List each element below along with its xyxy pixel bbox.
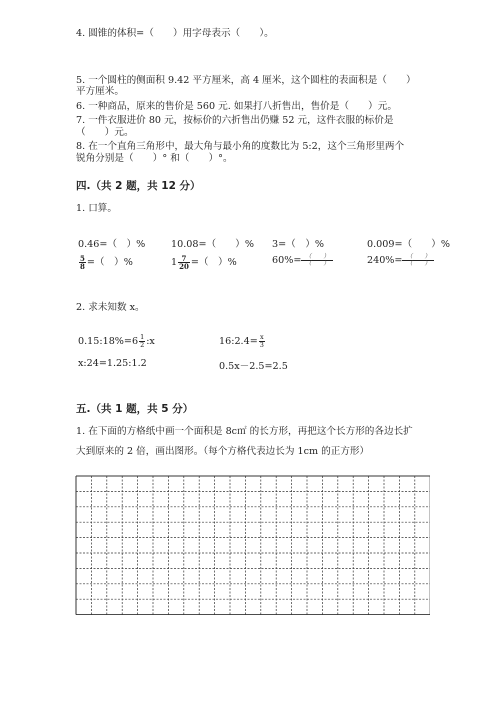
calc-1: 0.46=（ ）% [78, 239, 146, 250]
question-7-line2: （ ）元。 [76, 127, 134, 138]
question-8-line2: 锐角分别是（ ）° 和（ ）°。 [76, 153, 233, 164]
fraction-numerator: 1 [140, 333, 145, 341]
fraction-denominator: 8 [80, 262, 85, 271]
question-6: 6. 一种商品，原来的售价是 560 元. 如果打八折售出，售价是（ ）元。 [76, 101, 397, 112]
fraction [178, 255, 190, 270]
section-5-title: 五.（共 1 题，共 5 分） [76, 403, 194, 415]
question-8-line1: 8. 在一个直角三角形中，最大角与最小角的度数比为 5:2，这个三角形里两个 [76, 141, 405, 152]
fraction-denominator: 20 [179, 262, 189, 271]
calc-8-left: 240%= [367, 255, 403, 266]
equation-1-right: :x [146, 336, 155, 347]
calc-7 [272, 254, 333, 267]
section-4-title: 四.（共 2 题，共 12 分） [76, 180, 201, 192]
section-5-q1-line2: 大到原来的 2 倍，画出图形。（每个方格代表边长为 1cm 的正方形） [76, 446, 370, 457]
section-4-part1-label: 1. 口算。 [76, 203, 117, 214]
blank-fraction [402, 254, 434, 267]
equation-3: x:24=1.25:1.2 [78, 358, 147, 369]
question-5-line1: 5. 一个圆柱的侧面积 9.42 平方厘米，高 4 厘米，这个圆柱的表面积是（ ） [76, 75, 416, 86]
fraction-numerator: 5 [80, 254, 85, 263]
mixed-whole: 1 [171, 257, 178, 268]
fraction [79, 255, 86, 270]
blank-denominator: （ ） [305, 260, 330, 267]
fraction [259, 334, 265, 349]
grid-paper [75, 475, 430, 615]
fraction-numerator: 7 [178, 255, 190, 263]
calc-5-rest: =（ ）% [86, 257, 133, 268]
equation-1 [78, 334, 155, 349]
equation-1-left: 0.15:18%=6 [78, 336, 139, 347]
calc-4: 0.009=（ ）% [367, 239, 450, 250]
calc-8 [367, 254, 434, 267]
calc-6-rest: =（ ）% [190, 257, 237, 268]
section-4-part2-label: 2. 求未知数 x。 [76, 302, 145, 313]
question-7-line1: 7. 一件衣服进价 80 元，按标价的六折售出仍赚 52 元，这件衣服的标价是 [76, 115, 394, 126]
blank-denominator: （ ） [406, 260, 431, 267]
blank-numerator: （ ） [301, 254, 333, 261]
calc-7-left: 60%= [272, 255, 302, 266]
fraction-denominator: 2 [140, 341, 145, 349]
calc-3: 3=（ ）% [272, 239, 325, 250]
section-5-q1-line1: 1. 在下面的方格纸中画一个面积是 8c㎡ 的长方形，再把这个长方形的各边长扩 [76, 426, 413, 437]
calc-5 [78, 254, 133, 270]
fraction [139, 334, 145, 349]
question-5-line2: 平方厘米。 [76, 86, 124, 97]
calc-6 [171, 254, 237, 270]
blank-numerator: （ ） [402, 254, 434, 261]
calc-2: 10.08=（ ）% [171, 239, 254, 250]
equation-2 [219, 334, 266, 349]
blank-fraction [301, 254, 333, 267]
fraction-denominator: 3 [259, 341, 264, 349]
question-4: 4. 圆锥的体积=（ ）用字母表示（ ）。 [76, 28, 274, 39]
equation-2-left: 16:2.4= [219, 336, 258, 347]
fraction-numerator: x [259, 333, 264, 341]
equation-4: 0.5x－2.5=2.5 [219, 361, 288, 372]
